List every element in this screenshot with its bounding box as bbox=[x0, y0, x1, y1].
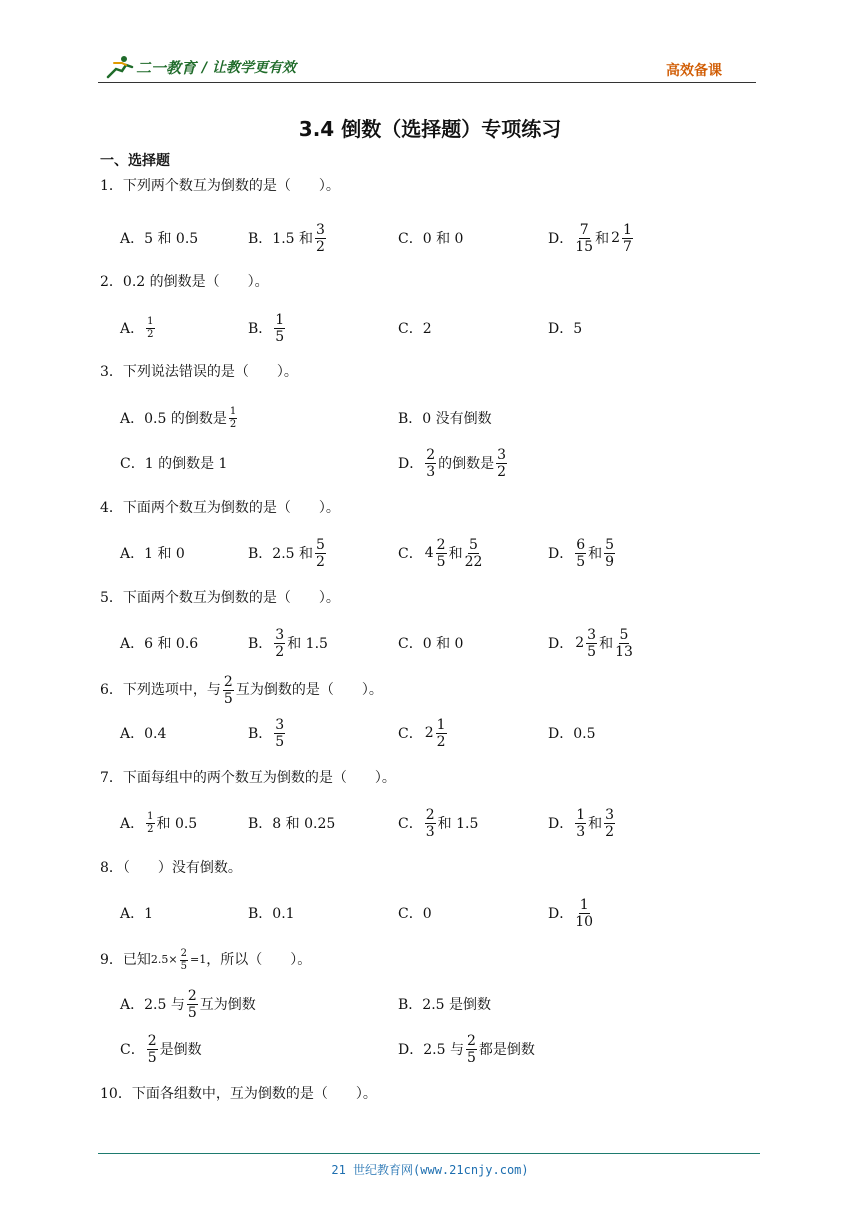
fraction: $\frac{1}{7}$ bbox=[622, 221, 632, 255]
q3-option-c[interactable]: C．1 的倒数是 1 bbox=[120, 456, 228, 472]
fraction: $\frac{5}{22}$ bbox=[464, 536, 483, 570]
fraction: $\frac{1}{2}$ bbox=[147, 315, 154, 340]
question-9: 9．已知 2.5× $\frac{2}{5}$ =1 ，所以（ ）。 bbox=[100, 947, 312, 972]
fraction: $\frac{2}{5}$ bbox=[187, 987, 197, 1021]
fraction: $\frac{1}{10}$ bbox=[575, 896, 594, 930]
q1-option-c[interactable]: C．0 和 0 bbox=[398, 231, 464, 247]
fraction: $\frac{1}{2}$ bbox=[436, 716, 446, 750]
q6-option-a[interactable]: A．0.4 bbox=[120, 726, 167, 742]
q6-option-c[interactable]: C． 2 $\frac{1}{2}$ bbox=[398, 716, 446, 750]
q5-option-c[interactable]: C．0 和 0 bbox=[398, 636, 464, 652]
q9-option-a[interactable]: A．2.5 与 $\frac{2}{5}$ 互为倒数 bbox=[120, 987, 256, 1021]
q1-option-a[interactable]: A．5 和 0.5 bbox=[120, 231, 199, 247]
fraction: $\frac{7}{15}$ bbox=[575, 221, 594, 255]
q5-option-b[interactable]: B． $\frac{3}{2}$ 和 1.5 bbox=[248, 626, 328, 660]
fraction: $\frac{1}{2}$ bbox=[147, 810, 154, 835]
q3-option-a[interactable]: A．0.5 的倒数是 $\frac{1}{2}$ bbox=[120, 405, 237, 430]
question-4: 4．下面两个数互为倒数的是（ ）。 bbox=[100, 500, 340, 516]
logo bbox=[104, 54, 296, 80]
q7-option-d[interactable]: D． $\frac{1}{3}$ 和 $\frac{3}{2}$ bbox=[548, 806, 615, 840]
fraction: $\frac{3}{2}$ bbox=[275, 626, 285, 660]
q6-option-d[interactable]: D．0.5 bbox=[548, 726, 596, 742]
q8-option-b[interactable]: B．0.1 bbox=[248, 906, 295, 922]
page-title: 3.4 倒数（选择题）专项练习 bbox=[298, 117, 562, 141]
q2-option-c[interactable]: C．2 bbox=[398, 321, 432, 337]
question-2: 2．0.2 的倒数是（ ）。 bbox=[100, 274, 269, 290]
fraction: $\frac{2}{5}$ bbox=[436, 536, 446, 570]
q4-option-b[interactable]: B．2.5 和 $\frac{5}{2}$ bbox=[248, 536, 325, 570]
q9-option-c[interactable]: C． $\frac{2}{5}$ 是倒数 bbox=[120, 1032, 202, 1066]
footer-source: 21 世纪教育网(www.21cnjy.com) bbox=[331, 1163, 529, 1177]
footer-divider bbox=[98, 1153, 760, 1154]
q7-option-a[interactable]: A． $\frac{1}{2}$ 和 0.5 bbox=[120, 810, 198, 835]
fraction: $\frac{5}{9}$ bbox=[605, 536, 615, 570]
q5-option-a[interactable]: A．6 和 0.6 bbox=[120, 636, 199, 652]
fraction: $\frac{2}{5}$ bbox=[180, 947, 188, 972]
tagline: 高效备课 bbox=[666, 63, 722, 79]
question-3: 3．下列说法错误的是（ ）。 bbox=[100, 364, 298, 380]
q9-option-d[interactable]: D．2.5 与 $\frac{2}{5}$ 都是倒数 bbox=[398, 1032, 535, 1066]
q1-option-d[interactable]: D． $\frac{7}{15}$ 和 2 $\frac{1}{7}$ bbox=[548, 221, 632, 255]
question-8: 8．（ ）没有倒数。 bbox=[100, 860, 242, 876]
q4-option-c[interactable]: C． 4 $\frac{2}{5}$ 和 $\frac{5}{22}$ bbox=[398, 536, 483, 570]
question-6: 6．下列选项中，与 $\frac{2}{5}$ 互为倒数的是（ ）。 bbox=[100, 673, 383, 707]
fraction: $\frac{3}{2}$ bbox=[497, 446, 507, 480]
question-10: 10．下面各组数中，互为倒数的是（ ）。 bbox=[100, 1086, 377, 1102]
fraction: $\frac{2}{5}$ bbox=[147, 1032, 157, 1066]
q3-option-b[interactable]: B．0 没有倒数 bbox=[398, 411, 492, 427]
q5-option-d[interactable]: D． 2 $\frac{3}{5}$ 和 $\frac{5}{13}$ bbox=[548, 626, 633, 660]
q7-option-c[interactable]: C． $\frac{2}{3}$ 和 1.5 bbox=[398, 806, 479, 840]
fraction: $\frac{2}{3}$ bbox=[426, 446, 436, 480]
fraction: $\frac{3}{5}$ bbox=[587, 626, 597, 660]
fraction: $\frac{1}{5}$ bbox=[275, 311, 285, 345]
fraction: $\frac{3}{5}$ bbox=[275, 716, 285, 750]
section-heading: 一、选择题 bbox=[100, 153, 170, 169]
fraction: $\frac{2}{3}$ bbox=[425, 806, 435, 840]
q2-option-d[interactable]: D．5 bbox=[548, 321, 583, 337]
q4-option-a[interactable]: A．1 和 0 bbox=[120, 546, 185, 562]
q8-option-d[interactable]: D． $\frac{1}{10}$ bbox=[548, 896, 594, 930]
fraction: $\frac{2}{5}$ bbox=[466, 1032, 476, 1066]
fraction: $\frac{5}{13}$ bbox=[615, 626, 633, 660]
q7-option-b[interactable]: B．8 和 0.25 bbox=[248, 816, 336, 832]
q3-option-d[interactable]: D． $\frac{2}{3}$ 的倒数是 $\frac{3}{2}$ bbox=[398, 446, 507, 480]
q6-option-b[interactable]: B． $\frac{3}{5}$ bbox=[248, 716, 285, 750]
question-5: 5．下面两个数互为倒数的是（ ）。 bbox=[100, 590, 340, 606]
fraction: $\frac{3}{2}$ bbox=[316, 221, 325, 255]
runner-logo-icon bbox=[104, 55, 134, 79]
q9-option-b[interactable]: B．2.5 是倒数 bbox=[398, 997, 492, 1013]
q2-option-b[interactable]: B． $\frac{1}{5}$ bbox=[248, 311, 285, 345]
q4-option-d[interactable]: D． $\frac{6}{5}$ 和 $\frac{5}{9}$ bbox=[548, 536, 615, 570]
fraction: $\frac{2}{5}$ bbox=[223, 673, 233, 707]
question-1: 1．下列两个数互为倒数的是（ ）。 bbox=[100, 178, 340, 194]
q1-option-b[interactable]: B．1.5 和 $\frac{3}{2}$ bbox=[248, 221, 325, 255]
fraction: $\frac{1}{3}$ bbox=[576, 806, 586, 840]
brand-name: 二一教育 bbox=[136, 58, 197, 77]
fraction: $\frac{6}{5}$ bbox=[576, 536, 586, 570]
q2-option-a[interactable]: A． $\frac{1}{2}$ bbox=[120, 315, 154, 340]
page-header bbox=[98, 52, 756, 83]
fraction: $\frac{5}{2}$ bbox=[316, 536, 325, 570]
q8-option-c[interactable]: C．0 bbox=[398, 906, 432, 922]
fraction: $\frac{3}{2}$ bbox=[605, 806, 615, 840]
slogan: / 让教学更有效 bbox=[202, 60, 297, 76]
fraction: $\frac{1}{2}$ bbox=[229, 405, 237, 430]
q8-option-a[interactable]: A．1 bbox=[120, 906, 154, 922]
question-7: 7．下面每组中的两个数互为倒数的是（ ）。 bbox=[100, 770, 396, 786]
